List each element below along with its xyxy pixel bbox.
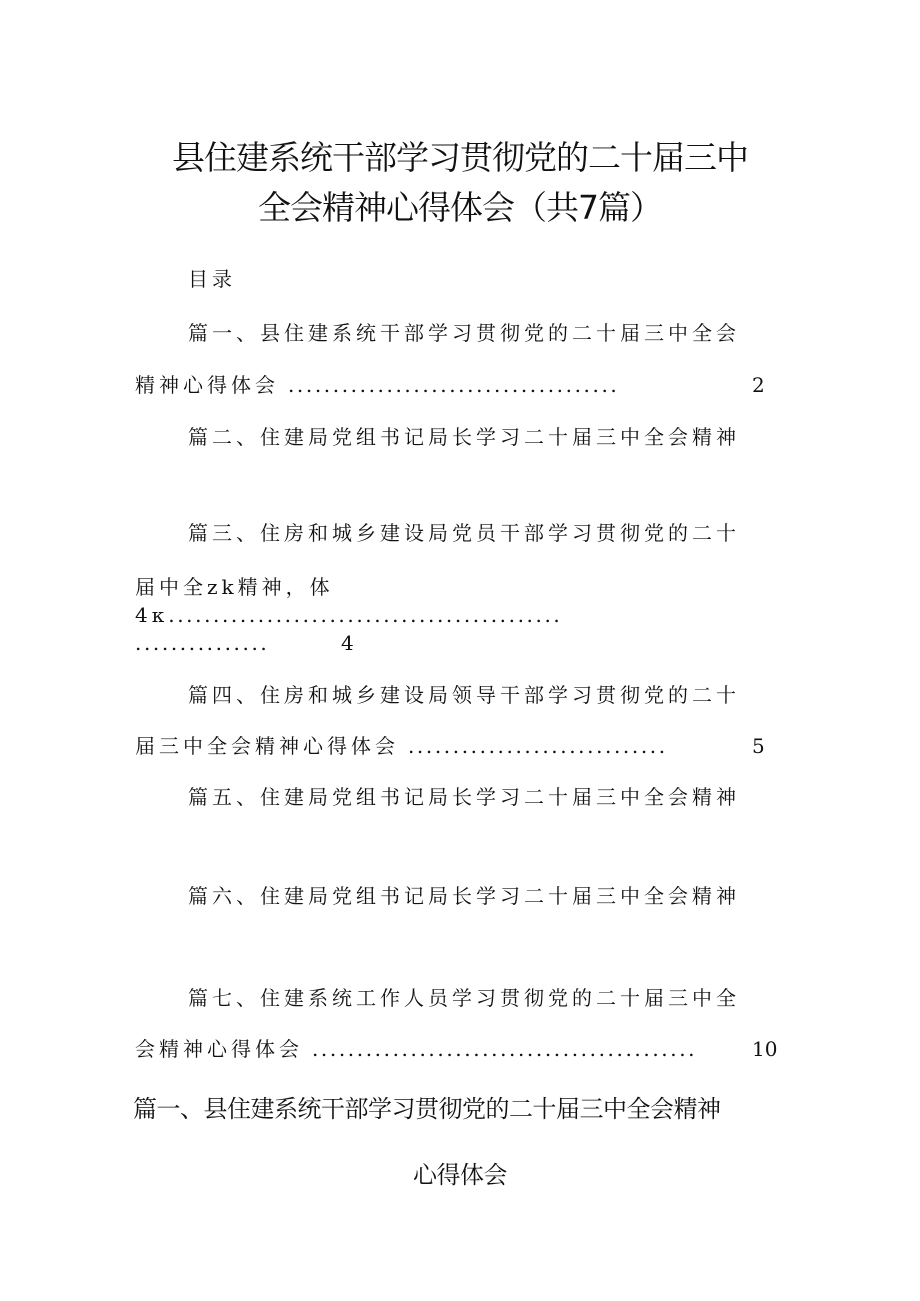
toc-entry-1-text: 精神心得体会 bbox=[135, 373, 279, 397]
toc-entry-3-page: 4 bbox=[341, 631, 354, 655]
toc-entry-4-line-2 bbox=[135, 733, 668, 759]
toc-entry-4-text: 届三中全会精神心得体会 bbox=[135, 734, 399, 758]
toc-label: 目录 bbox=[188, 267, 236, 291]
toc-entry-3-line-1: 篇三、住房和城乡建设局党员干部学习贯彻党的二十 bbox=[188, 521, 740, 545]
toc-entry-3-line-2: 届中全zk精神，体 bbox=[135, 575, 334, 599]
toc-entry-6-line-1: 篇六、住建局党组书记局长学习二十届三中全会精神 bbox=[188, 884, 740, 908]
toc-leader-dots: ............................. bbox=[399, 734, 668, 758]
toc-leader-dots: ............... bbox=[135, 631, 270, 655]
toc-entry-1-line-2 bbox=[135, 372, 619, 398]
toc-entry-1-line-1: 篇一、县住建系统干部学习贯彻党的二十届三中全会 bbox=[188, 321, 740, 345]
toc-leader-dots: ........................................... bbox=[303, 1037, 698, 1061]
document-title-line-2: 全会精神心得体会（共7篇） bbox=[258, 188, 662, 227]
toc-entry-1-page: 2 bbox=[752, 373, 765, 397]
toc-entry-2-line-1: 篇二、住建局党组书记局长学习二十届三中全会精神 bbox=[188, 425, 740, 449]
toc-entry-7-line-1: 篇七、住建系统工作人员学习贯彻党的二十届三中全 bbox=[188, 986, 740, 1010]
toc-entry-3-prefix: 4κ bbox=[135, 603, 169, 627]
toc-entry-5-line-1: 篇五、住建局党组书记局长学习二十届三中全会精神 bbox=[188, 785, 740, 809]
toc-entry-3-line-4 bbox=[135, 630, 269, 656]
document-title-line-1: 县住建系统干部学习贯彻党的二十届三中 bbox=[172, 138, 748, 177]
toc-leader-dots: ..................................... bbox=[279, 373, 620, 397]
toc-entry-4-line-1: 篇四、住房和城乡建设局领导干部学习贯彻党的二十 bbox=[188, 683, 740, 707]
toc-entry-4-page: 5 bbox=[752, 734, 765, 758]
toc-entry-7-line-2 bbox=[135, 1036, 697, 1062]
toc-leader-dots: ............................................ bbox=[168, 603, 563, 627]
section-heading-line-2: 心得体会 bbox=[413, 1161, 507, 1189]
toc-entry-7-page: 10 bbox=[752, 1037, 778, 1061]
toc-entry-7-text: 会精神心得体会 bbox=[135, 1037, 303, 1061]
toc-entry-3-line-3 bbox=[135, 602, 562, 628]
section-heading-line-1: 篇一、县住建系统干部学习贯彻党的二十届三中全会精神 bbox=[133, 1095, 721, 1123]
